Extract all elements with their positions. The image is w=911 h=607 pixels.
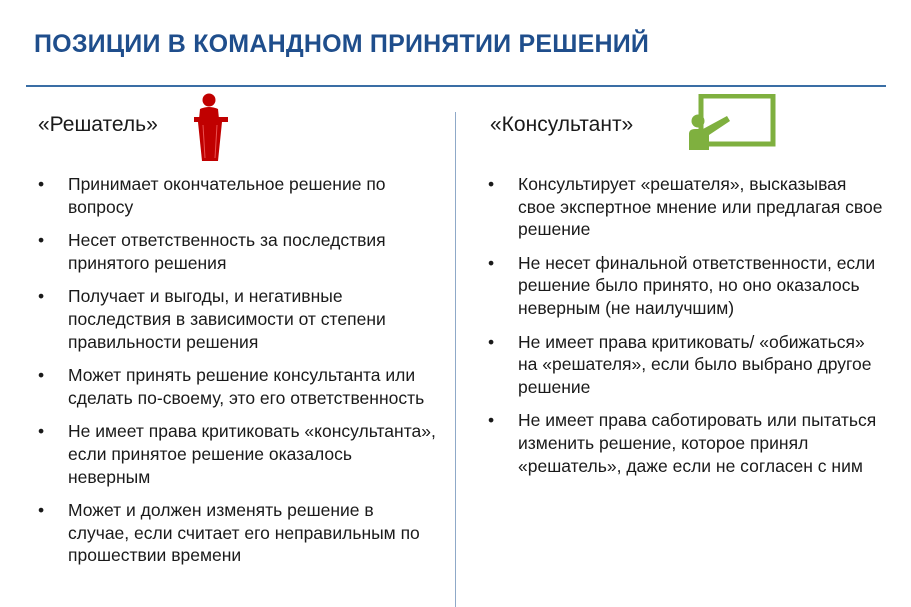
bullet-text: Получает и выгоды, и негативные последствия в зависимости от степени правильности решения bbox=[68, 286, 386, 352]
bullet-item bbox=[38, 499, 438, 567]
bullet-text: Не имеет права саботировать или пытаться изменить решение, которое принял «решатель», даже если не согласен с ним bbox=[518, 410, 877, 476]
title-underline bbox=[26, 85, 886, 87]
bullet-dot: • bbox=[488, 174, 495, 194]
bullet-item bbox=[38, 229, 438, 274]
podium-speaker-icon bbox=[192, 93, 232, 163]
column-divider bbox=[455, 112, 456, 607]
bullet-text: Принимает окончательное решение по вопросу bbox=[68, 174, 386, 217]
bullet-dot: • bbox=[488, 331, 495, 352]
bullet-dot: • bbox=[38, 365, 45, 386]
page-title: ПОЗИЦИИ В КОМАНДНОМ ПРИНЯТИИ РЕШЕНИЙ bbox=[34, 30, 650, 58]
bullet-dot: • bbox=[38, 286, 45, 307]
bullet-text: Не имеет права критиковать «консультанта», если принятое решение оказалось неверным bbox=[68, 421, 436, 487]
bullet-item bbox=[488, 331, 888, 399]
consultant-heading: «Консультант» bbox=[490, 113, 634, 136]
bullet-item bbox=[488, 409, 888, 477]
bullet-dot: • bbox=[488, 410, 495, 431]
decider-list bbox=[38, 173, 438, 578]
bullet-item bbox=[488, 252, 888, 320]
bullet-dot: • bbox=[488, 252, 495, 273]
bullet-text: Не несет финальной ответственности, если решение было принято, но оно оказалось неверным (не наилучшим) bbox=[518, 252, 876, 318]
bullet-dot: • bbox=[38, 230, 45, 251]
bullet-dot: • bbox=[38, 421, 45, 442]
bullet-text: Может и должен изменять решение в случае, если считает его неправильным по прошествии времени bbox=[68, 500, 420, 566]
bullet-item bbox=[488, 173, 888, 241]
consultant-list bbox=[488, 173, 888, 488]
bullet-text: Консультирует «решателя», высказывая свое экспертное мнение или предлагая свое решение bbox=[518, 174, 883, 240]
presenter-board-icon bbox=[687, 94, 777, 152]
bullet-item bbox=[38, 364, 438, 409]
bullet-item bbox=[38, 173, 438, 218]
decider-heading: «Решатель» bbox=[38, 113, 158, 136]
bullet-text: Несет ответственность за последствия принятого решения bbox=[68, 230, 386, 273]
bullet-text: Может принять решение консультанта или сделать по-своему, это его ответственность bbox=[68, 365, 425, 408]
bullet-item bbox=[38, 285, 438, 353]
bullet-item bbox=[38, 420, 438, 488]
bullet-text: Не имеет права критиковать/ «обижаться» на «решателя», если было выбрано другое решение bbox=[518, 331, 872, 397]
bullet-dot: • bbox=[38, 500, 45, 521]
bullet-dot: • bbox=[38, 174, 45, 194]
